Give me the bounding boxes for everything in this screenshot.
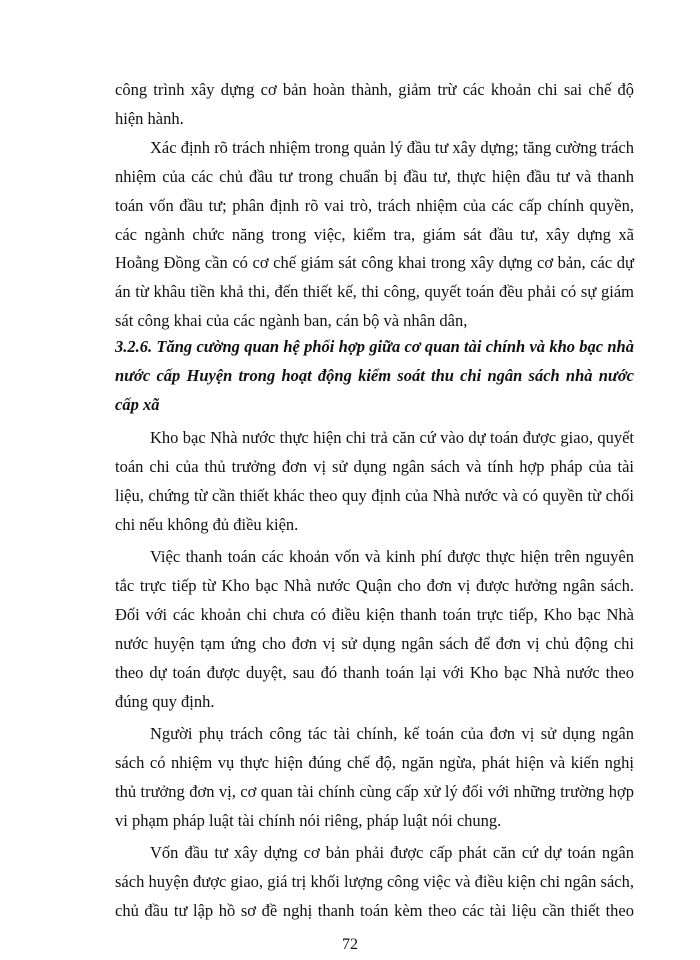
text-line: nước huyện tạm ứng cho đơn vị sử dụng ngân sách để đơn vị chủ động chi xyxy=(115,634,634,653)
text-line: các ngành chức năng trong việc, kiểm tra, giám sát đầu tư, xây dựng xã xyxy=(115,225,634,244)
text-line: thủ trưởng đơn vị, cơ quan tài chính cùng cấp xử lý đối với những trường hợp xyxy=(115,782,634,801)
text-line: theo dự toán được duyệt, sau đó thanh toán lại với Kho bạc Nhà nước theo xyxy=(115,663,634,682)
text-line: Xác định rõ trách nhiệm trong quản lý đầu tư xây dựng; tăng cường trách xyxy=(150,138,634,157)
text-line: Việc thanh toán các khoản vốn và kinh phí được thực hiện trên nguyên xyxy=(150,547,634,566)
page-number: 72 xyxy=(342,936,358,953)
text-line: sách huyện được giao, giá trị khối lượng công việc và điều kiện chi ngân sách, xyxy=(115,872,634,891)
text-line: Hoằng Đồng cần có cơ chế giám sát công khai trong xây dựng cơ bản, các dự xyxy=(115,253,634,272)
text-line: tắc trực tiếp từ Kho bạc Nhà nước Quận cho đơn vị được hưởng ngân sách. xyxy=(115,576,634,595)
text-line: sách có nhiệm vụ thực hiện đúng chế độ, ngăn ngừa, phát hiện và kiến nghị xyxy=(115,753,634,772)
text-line: sát công khai của các ngành ban, cán bộ và nhân dân, xyxy=(115,311,468,330)
text-line: vi phạm pháp luật tài chính nói riêng, pháp luật nói chung. xyxy=(115,811,502,830)
section-heading: 3.2.6. Tăng cường quan hệ phối hợp giữa cơ quan tài chính và kho bạc nhà xyxy=(115,337,634,356)
text-line: án từ khâu tiền khả thi, đến thiết kế, thi công, quyết toán đều phải có sự giám xyxy=(115,282,634,301)
text-line: Đối với các khoản chi chưa có điều kiện thanh toán trực tiếp, Kho bạc Nhà xyxy=(115,605,634,624)
text-line: liệu, chứng từ cần thiết khác theo quy định của Nhà nước và có quyền từ chối xyxy=(115,486,634,505)
section-heading: nước cấp Huyện trong hoạt động kiểm soát thu chi ngân sách nhà nước xyxy=(115,366,634,385)
text-line: chủ đầu tư lập hồ sơ đề nghị thanh toán kèm theo các tài liệu cần thiết theo xyxy=(115,901,634,920)
text-line: hiện hành. xyxy=(115,109,184,128)
text-line: toán chi của thủ trưởng đơn vị sử dụng ngân sách và tính hợp pháp của tài xyxy=(115,457,634,476)
text-line: Kho bạc Nhà nước thực hiện chi trả căn cứ vào dự toán được giao, quyết xyxy=(150,428,634,447)
text-line: chi nếu không đủ điều kiện. xyxy=(115,515,299,534)
text-line: Vốn đầu tư xây dựng cơ bản phải được cấp phát căn cứ dự toán ngân xyxy=(150,843,634,862)
text-line: toán vốn đầu tư; phân định rõ vai trò, trách nhiệm của các cấp chính quyền, xyxy=(115,196,634,215)
text-line: nhiệm của các chủ đầu tư trong chuẩn bị đầu tư, thực hiện đầu tư và thanh xyxy=(115,167,634,186)
text-line: Người phụ trách công tác tài chính, kế toán của đơn vị sử dụng ngân xyxy=(150,724,634,743)
section-heading: cấp xã xyxy=(115,395,160,414)
text-line: đúng quy định. xyxy=(115,692,215,711)
text-line: công trình xây dựng cơ bản hoàn thành, giảm trừ các khoản chi sai chế độ xyxy=(115,80,634,99)
